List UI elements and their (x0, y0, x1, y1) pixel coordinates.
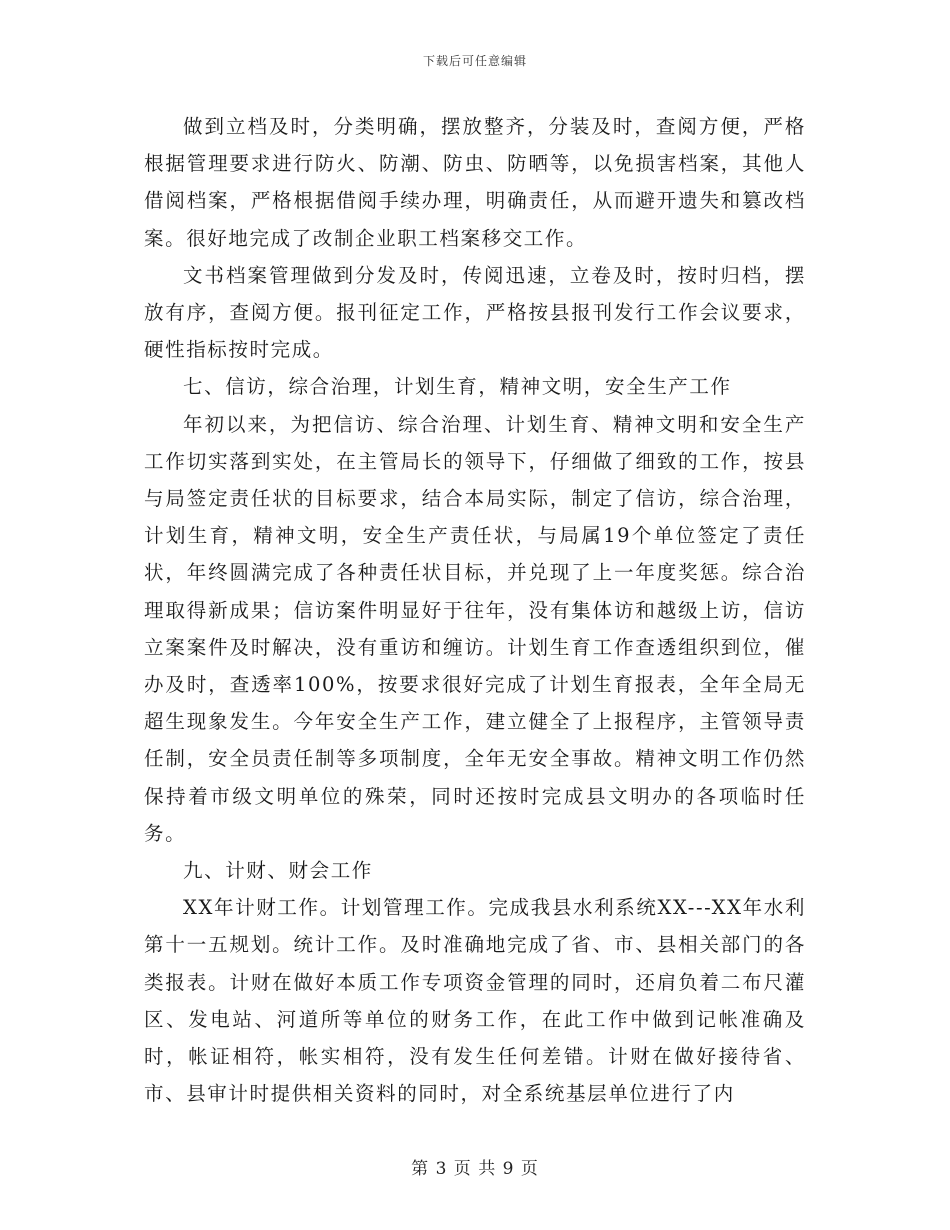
page-header-note: 下载后可任意编辑 (422, 54, 527, 68)
section-heading-nine: 九、计财、财会工作 (183, 859, 373, 883)
paragraph-comprehensive-work: 年初以来，为把信访、综合治理、计划生育、精神文明和安全生产工作切实落到实处，在主管局长的领导下，仔细做了细致的工作，按县与局签定责任状的目标要求，结合本局实际，制定了信访，综合治理，计划生育，精神文明，安全生产责任状，与局属19个单位签定了责任状，年终圆满完成了各种责任状目标，并兑现了上一年度奖惩。综合治理取得新成果；信访案件明显好于往年，没有集体访和越级上访，信访立案案件及时解决，没有重访和缠访。计划生育工作查透组织到位，催办及时，查透率100%，按要求很好完成了计划生育报表，全年全局无超生现象发生。今年安全生产工作，建立健全了上报程序，主管领导责任制，安全员责任制等多项制度，全年无安全事故。精神文明工作仍然保持着市级文明单位的殊荣，同时还按时完成县文明办的各项临时任务。 (144, 412, 806, 845)
paragraph-document-archives: 文书档案管理做到分发及时，传阅迅速，立卷及时，按时归档，摆放有序，查阅方便。报刊征定工作，严格按县报刊发行工作会议要求，硬性指标按时完成。 (144, 263, 806, 362)
section-heading-seven: 七、信访，综合治理，计划生育，精神文明，安全生产工作 (183, 375, 732, 399)
page-footer-number: 第 3 页 共 9 页 (411, 1159, 539, 1179)
paragraph-finance-work: XX年计财工作。计划管理工作。完成我县水利系统XX---XX年水利第十一五规划。统计工作。及时准确地完成了省、市、县相关部门的各类报表。计财在做好本质工作专项资金管理的同时，还肩负着二布尺灌区、发电站、河道所等单位的财务工作，在此工作中做到记帐准确及时，帐证相符，帐实相符，没有发生任何差错。计财在做好接待省、市、县审计时提供相关资料的同时，对全系统基层单位进行了内 (144, 896, 806, 1106)
document-body (144, 108, 806, 1112)
paragraph-archive-management: 做到立档及时，分类明确，摆放整齐，分装及时，查阅方便，严格根据管理要求进行防火、防潮、防虫、防晒等，以免损害档案，其他人借阅档案，严格根据借阅手续办理，明确责任，从而避开遗失和篡改档案。很好地完成了改制企业职工档案移交工作。 (144, 115, 806, 250)
